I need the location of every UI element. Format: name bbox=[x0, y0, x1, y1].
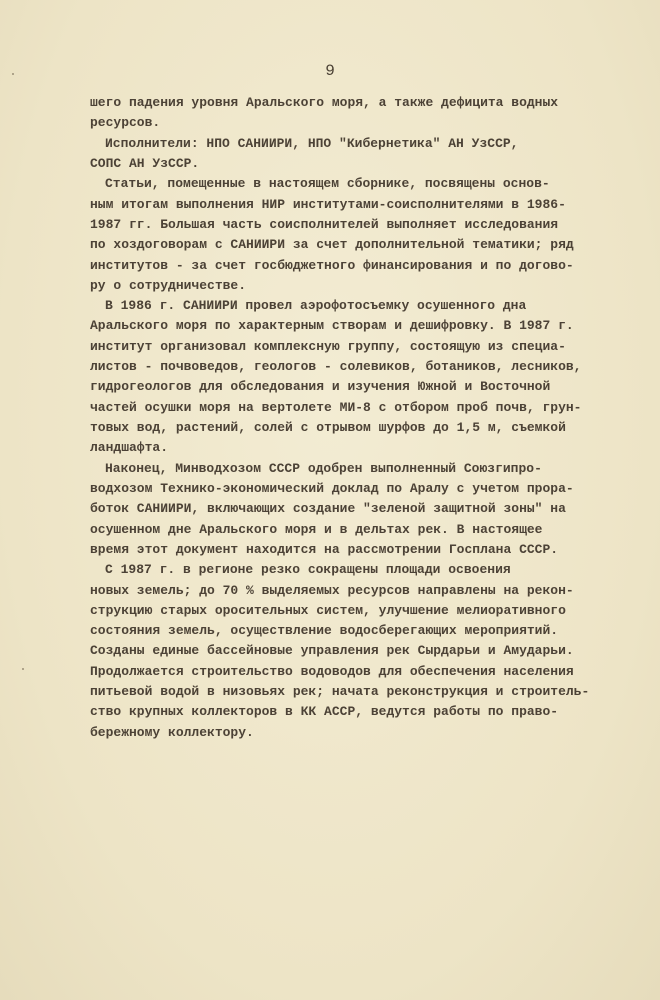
paper-speck bbox=[22, 668, 24, 670]
text-line: Продолжается строительство водоводов для обеспечения населения bbox=[90, 663, 574, 679]
text-line: Наконец, Минводхозом СССР одобрен выполненный Союзгипро- bbox=[105, 460, 542, 476]
text-line: новых земель; до 70 % выделяемых ресурсов направлены на рекон- bbox=[90, 582, 574, 598]
text-line: водхозом Технико-экономический доклад по Аралу с учетом прора- bbox=[90, 480, 574, 496]
text-line: боток САНИИРИ, включающих создание "зеленой защитной зоны" на bbox=[90, 501, 566, 517]
text-line: Аральского моря по характерным створам и дешифровку. В 1987 г. bbox=[90, 318, 574, 334]
text-line: по хоздоговорам с САНИИРИ за счет дополнительной тематики; ряд bbox=[90, 237, 574, 253]
text-line: гидрогеологов для обследования и изучения Южной и Восточной bbox=[90, 379, 551, 395]
text-line: С 1987 г. в регионе резко сокращены площади освоения bbox=[105, 562, 511, 578]
body-text bbox=[90, 93, 610, 743]
text-line: питьевой водой в низовьях рек; начата реконструкция и строитель- bbox=[90, 684, 590, 700]
text-line: струкцию старых оросительных систем, улучшение мелиоративного bbox=[90, 602, 566, 618]
text-line: ство крупных коллекторов в КК АССР, ведутся работы по право- bbox=[90, 704, 559, 720]
text-line: частей осушки моря на вертолете МИ-8 с отбором проб почв, грун- bbox=[90, 399, 582, 415]
text-line: 1987 гг. Большая часть соисполнителей выполняет исследования bbox=[90, 216, 559, 232]
text-line: ным итогам выполнения НИР институтами-соисполнителями в 1986- bbox=[90, 196, 566, 212]
text-line: состояния земель, осуществление водосберегающих мероприятий. bbox=[90, 623, 559, 639]
text-line: время этот документ находится на рассмотрении Госплана СССР. bbox=[90, 541, 559, 557]
text-line: институтов - за счет госбюджетного финансирования и по догово- bbox=[90, 257, 574, 273]
text-line: ресурсов. bbox=[90, 115, 161, 131]
text-line: В 1986 г. САНИИРИ провел аэрофотосъемку осушенного дна bbox=[105, 298, 527, 314]
text-line: ландшафта. bbox=[90, 440, 169, 456]
text-line: товых вод, растений, солей с отрывом шурфов до 1,5 м, съемкой bbox=[90, 420, 566, 435]
text-line: ру о сотрудничестве. bbox=[90, 277, 247, 293]
page-number: 9 bbox=[325, 62, 335, 80]
text-line: осушенном дне Аральского моря и в дельтах рек. В настоящее bbox=[90, 521, 543, 537]
text-line: институт организовал комплексную группу, состоящую из специа- bbox=[90, 338, 566, 354]
text-line: СОПС АН УзССР. bbox=[90, 155, 200, 171]
text-line: Созданы единые бассейновые управления рек Сырдарьи и Амударьи. bbox=[90, 643, 574, 659]
text-line: Исполнители: НПО САНИИРИ, НПО "Кибернетика" АН УзССР, bbox=[105, 135, 519, 151]
text-line: Статьи, помещенные в настоящем сборнике, посвящены основ- bbox=[105, 176, 550, 192]
text-line: шего падения уровня Аральского моря, а также дефицита водных bbox=[90, 95, 559, 110]
text-line: бережному коллектору. bbox=[90, 724, 254, 740]
text-line: листов - почвоведов, геологов - солевиков, ботаников, лесников, bbox=[90, 359, 582, 375]
